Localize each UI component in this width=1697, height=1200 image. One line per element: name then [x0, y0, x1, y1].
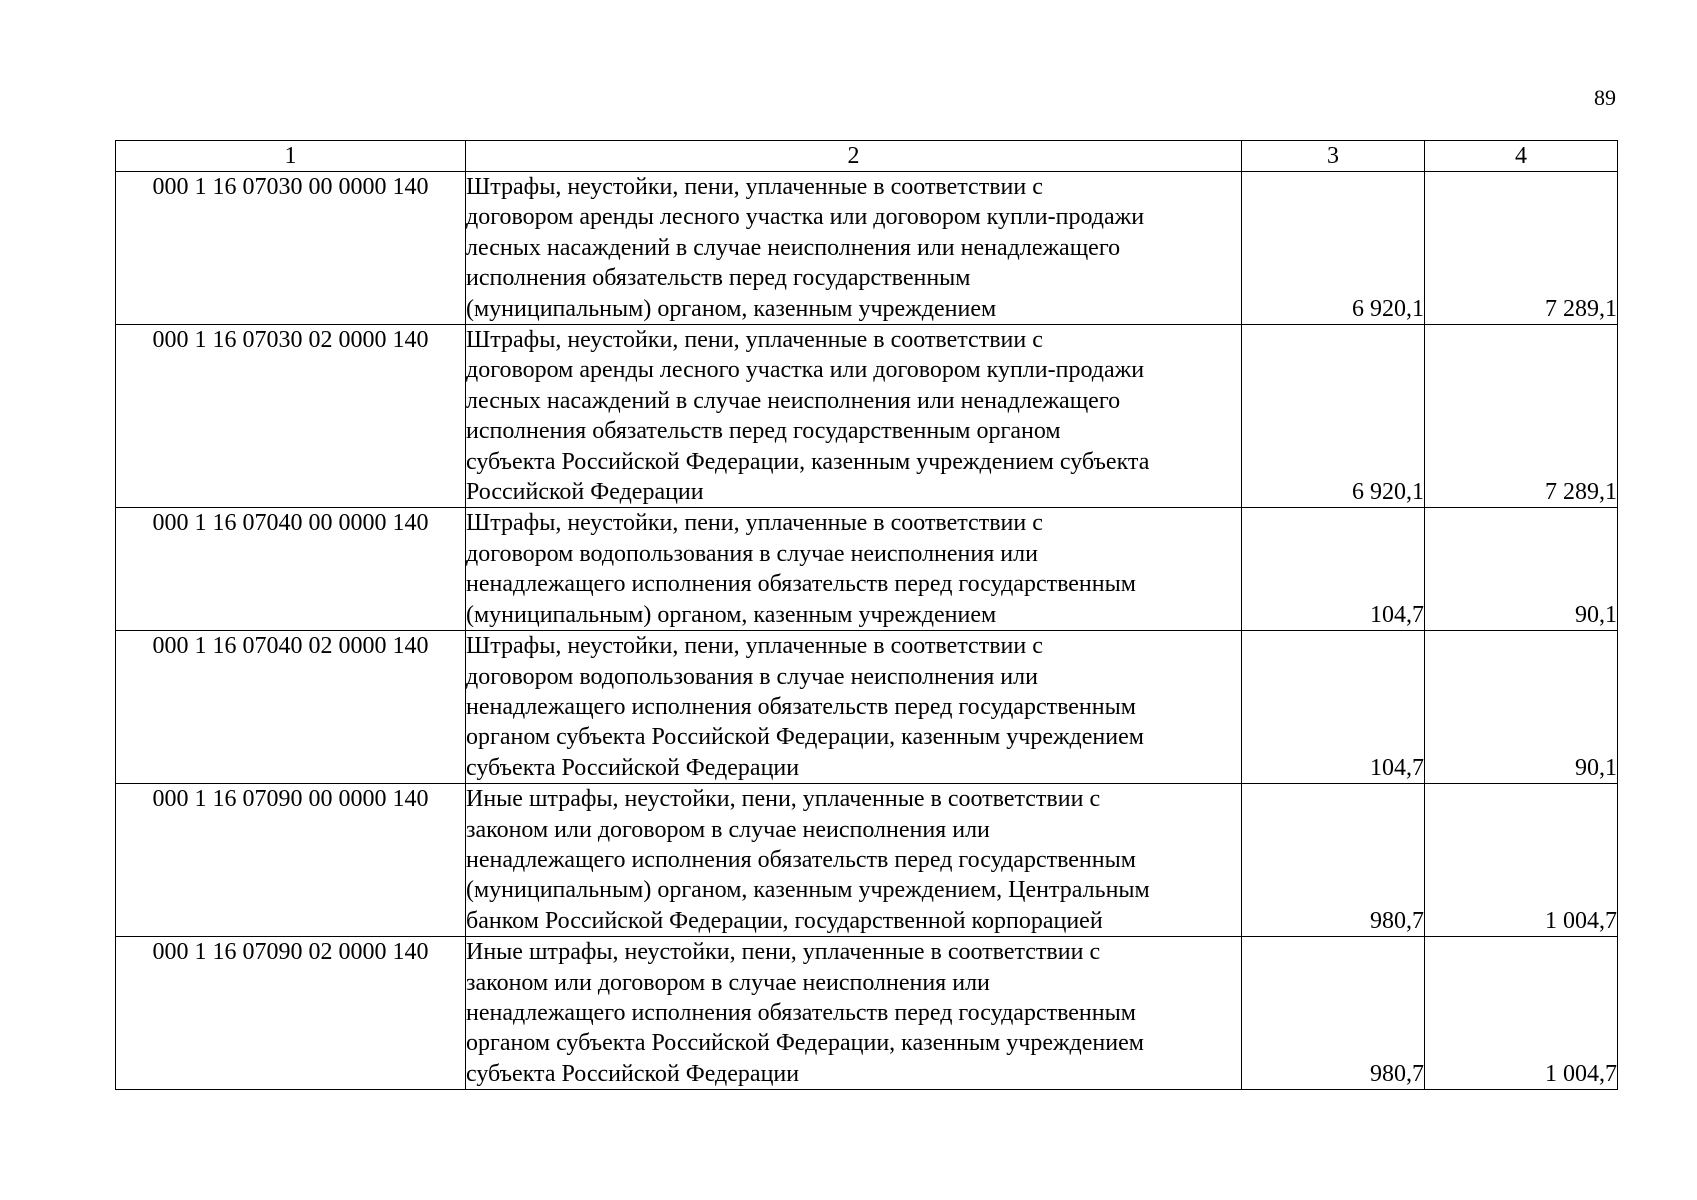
description-line: Иные штрафы, неустойки, пени, уплаченные в соответствии с — [466, 939, 1101, 966]
description-line: банком Российской Федерации, государственной корпорацией — [466, 907, 1103, 934]
description-line: Штрафы, неустойки, пени, уплаченные в соответствии с — [466, 510, 1043, 537]
income-description — [466, 508, 1242, 631]
amount-col-3: 980,7 — [1242, 784, 1425, 937]
budget-code: 000 1 16 07090 02 0000 140 — [116, 937, 466, 1090]
description-line: договором аренды лесного участка или договором купли-продажи — [466, 357, 1145, 384]
amount-col-4: 90,1 — [1425, 631, 1618, 784]
table-body — [116, 172, 1618, 1090]
table-row — [116, 172, 1618, 325]
amount-col-4: 90,1 — [1425, 508, 1618, 631]
table-row — [116, 784, 1618, 937]
table-row — [116, 508, 1618, 631]
amount-col-4: 7 289,1 — [1425, 172, 1618, 325]
income-description — [466, 172, 1242, 325]
description-line: законом или договором в случае неисполнения или — [466, 969, 990, 996]
column-header-4: 4 — [1425, 141, 1618, 172]
description-line: (муниципальным) органом, казенным учреждением — [466, 601, 997, 628]
column-header-2: 2 — [466, 141, 1242, 172]
amount-col-3: 6 920,1 — [1242, 172, 1425, 325]
description-line: Штрафы, неустойки, пени, уплаченные в соответствии с — [466, 327, 1043, 354]
income-description — [466, 937, 1242, 1090]
description-line: (муниципальным) органом, казенным учреждением, Центральным — [466, 877, 1150, 904]
budget-code: 000 1 16 07030 02 0000 140 — [116, 325, 466, 508]
income-description — [466, 325, 1242, 508]
income-description — [466, 784, 1242, 937]
column-header-3: 3 — [1242, 141, 1425, 172]
description-line: Иные штрафы, неустойки, пени, уплаченные в соответствии с — [466, 786, 1101, 813]
description-line: договором водопользования в случае неисполнения или — [466, 540, 1038, 567]
description-line: ненадлежащего исполнения обязательств перед государственным — [466, 846, 1136, 873]
column-header-1: 1 — [116, 141, 466, 172]
description-line: исполнения обязательств перед государственным — [466, 265, 971, 292]
description-line: Штрафы, неустойки, пени, уплаченные в соответствии с — [466, 174, 1043, 200]
table-row — [116, 631, 1618, 784]
amount-col-4: 7 289,1 — [1425, 325, 1618, 508]
amount-col-4: 1 004,7 — [1425, 784, 1618, 937]
table-row — [116, 937, 1618, 1090]
description-line: органом субъекта Российской Федерации, казенным учреждением — [466, 724, 1144, 751]
description-line: ненадлежащего исполнения обязательств перед государственным — [466, 693, 1136, 720]
budget-code: 000 1 16 07040 02 0000 140 — [116, 631, 466, 784]
income-description — [466, 631, 1242, 784]
description-line: органом субъекта Российской Федерации, казенным учреждением — [466, 1030, 1144, 1057]
description-line: исполнения обязательств перед государственным органом — [466, 418, 1061, 445]
description-line: Штрафы, неустойки, пени, уплаченные в соответствии с — [466, 633, 1043, 660]
description-line: договором аренды лесного участка или договором купли-продажи — [466, 204, 1145, 231]
budget-table — [115, 140, 1618, 1090]
description-line: (муниципальным) органом, казенным учреждением — [466, 295, 997, 322]
description-line: ненадлежащего исполнения обязательств перед государственным — [466, 999, 1136, 1026]
description-line: Российской Федерации — [466, 479, 704, 506]
description-line: субъекта Российской Федерации — [466, 754, 800, 781]
header-row — [116, 141, 1618, 172]
budget-code: 000 1 16 07090 00 0000 140 — [116, 784, 466, 937]
amount-col-3: 104,7 — [1242, 508, 1425, 631]
description-line: ненадлежащего исполнения обязательств перед государственным — [466, 571, 1136, 598]
budget-code: 000 1 16 07030 00 0000 140 — [116, 172, 466, 325]
description-line: лесных насаждений в случае неисполнения или ненадлежащего — [466, 234, 1121, 261]
description-line: законом или договором в случае неисполнения или — [466, 816, 990, 843]
amount-col-3: 6 920,1 — [1242, 325, 1425, 508]
description-line: лесных насаждений в случае неисполнения или ненадлежащего — [466, 387, 1121, 414]
description-line: субъекта Российской Федерации — [466, 1060, 800, 1087]
description-line: договором водопользования в случае неисполнения или — [466, 663, 1038, 690]
table-row — [116, 325, 1618, 508]
amount-col-4: 1 004,7 — [1425, 937, 1618, 1090]
description-line: субъекта Российской Федерации, казенным учреждением субъекта — [466, 448, 1150, 475]
budget-code: 000 1 16 07040 00 0000 140 — [116, 508, 466, 631]
amount-col-3: 980,7 — [1242, 937, 1425, 1090]
page-number: 89 — [1594, 85, 1616, 110]
amount-col-3: 104,7 — [1242, 631, 1425, 784]
